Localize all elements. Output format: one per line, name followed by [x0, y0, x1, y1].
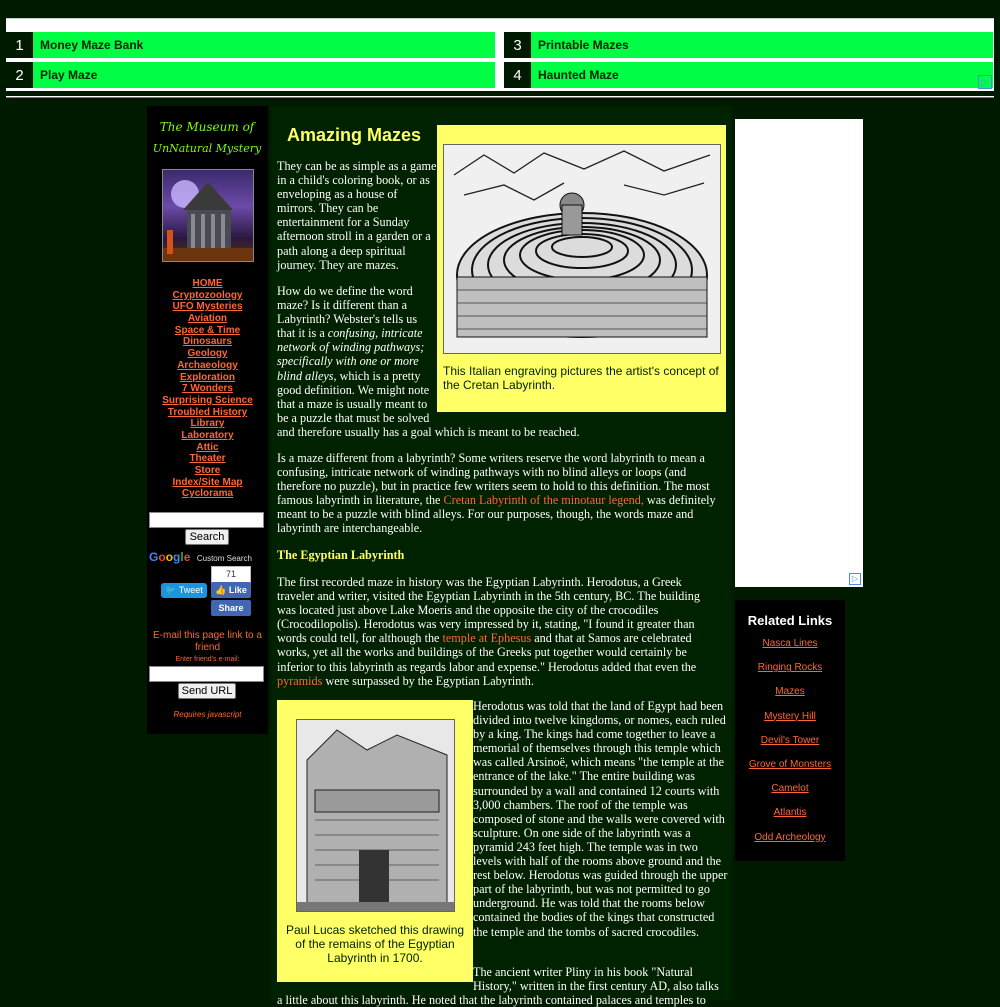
paragraph-definition	[277, 284, 727, 439]
twitter-bird-icon: 🐦	[165, 585, 177, 595]
ad-link-money-maze-bank[interactable]	[6, 32, 495, 58]
museum-logo[interactable]	[152, 112, 262, 160]
logo-line-2: UnNatural Mystery	[152, 142, 262, 155]
paragraph-maze-vs-labyrinth	[277, 451, 727, 536]
nav-link-index-site-map[interactable]: Index/Site Map	[172, 476, 243, 488]
ad-link-haunted-maze[interactable]	[504, 62, 993, 88]
nav-link-home[interactable]: HOME	[192, 278, 223, 289]
ad-number: 4	[504, 62, 531, 88]
site-nav	[147, 278, 268, 500]
related-link-camelot[interactable]: Camelot	[771, 783, 809, 795]
page-title: Amazing Mazes	[287, 125, 422, 145]
section-heading-egyptian-labyrinth: The Egyptian Labyrinth	[277, 548, 405, 562]
related-link-grove-of-monsters[interactable]: Grove of Monsters	[748, 758, 832, 770]
related-links-box	[735, 600, 845, 861]
ad-link-label: Haunted Maze	[538, 68, 619, 82]
text-span: The first recorded maze in history was the Egyptian Labyrinth. Herodotus, a Greek traveler and writer, visited the Egyptian Labyrinth in the 5th century, BC. The building was located just above Lake Moeris and the opposite the city of the crocodiles (Crocodilopolis). Herodotus was very impressed by it, stating, "I found it greater than words could tell, for although the	[277, 575, 700, 646]
nav-link-attic[interactable]: Attic	[196, 441, 219, 453]
horizontal-rule	[6, 96, 994, 98]
egyptian-labyrinth-drawing-image	[296, 719, 455, 912]
ad-number: 1	[6, 32, 33, 58]
nav-link-space-time[interactable]: Space & Time	[174, 324, 241, 336]
requires-javascript-note: Requires javascript	[173, 710, 242, 719]
figure-egyptian-labyrinth	[277, 700, 473, 982]
nav-link-dinosaurs[interactable]: Dinosaurs	[183, 336, 232, 348]
text-span: were surpassed by the Egyptian Labyrinth.	[322, 673, 534, 688]
ad-number: 3	[504, 32, 531, 58]
pyramids-link[interactable]: pyramids	[277, 673, 323, 688]
logo-line-1: The Museum of	[159, 120, 255, 134]
nav-link-7-wonders[interactable]: 7 Wonders	[182, 383, 233, 395]
article	[271, 106, 732, 1007]
paragraph-herodotus	[277, 575, 717, 688]
paragraph-pliny-continued: a little about this labyrinth. He noted that the labyrinth contained palaces and temples to	[277, 993, 706, 1007]
nav-link-ufo-mysteries[interactable]: UFO Mysteries	[172, 301, 243, 313]
nav-link-archaeology[interactable]: Archaeology	[177, 359, 238, 371]
nav-link-geology[interactable]: Geology	[187, 348, 228, 360]
nav-link-aviation[interactable]: Aviation	[187, 313, 228, 325]
ad-link-printable-mazes[interactable]	[504, 32, 993, 58]
webster-quote: confusing, intricate network of winding pathways; specifically with one or more blind alleys	[277, 326, 425, 383]
related-link-nasca-lines[interactable]: Nasca Lines	[762, 638, 818, 649]
paragraph-intro: They can be as simple as a game in a child's coloring book, or as enveloping as a house of mirrors. They can be entertainment for a Sunday afternoon stroll in a garden or a path along a deep spiritual journey. They are mazes.	[277, 159, 437, 272]
ad-choices-icon[interactable]: ▷	[978, 75, 992, 89]
ad-link-label: Money Maze Bank	[40, 38, 144, 52]
google-logo: Google	[149, 550, 191, 564]
friend-email-input[interactable]	[149, 666, 264, 682]
facebook-like-count: 71	[211, 566, 251, 583]
ad-banner	[6, 18, 994, 91]
related-link-mazes[interactable]: Mazes	[775, 686, 805, 698]
nav-link-laboratory[interactable]: Laboratory	[181, 429, 234, 441]
ad-choices-icon[interactable]: ▷	[849, 573, 861, 585]
google-custom-search-label	[149, 548, 267, 562]
nav-link-exploration[interactable]: Exploration	[179, 371, 235, 383]
nav-link-troubled-history[interactable]: Troubled History	[167, 406, 248, 418]
text-span: was definitely meant to be a puzzle with blind alleys. For our purposes, though, the words maze and labyrinth are interchangeable.	[277, 493, 716, 536]
nav-link-cryptozoology[interactable]: Cryptozoology	[172, 289, 243, 301]
search-input[interactable]	[149, 512, 264, 528]
sidebar	[147, 106, 268, 734]
temple-at-ephesus-link[interactable]: temple at Ephesus	[442, 631, 532, 646]
museum-building-image[interactable]	[162, 169, 254, 262]
send-url-button[interactable]: Send URL	[178, 683, 236, 699]
nav-link-library[interactable]: Library	[190, 418, 225, 430]
related-link-mystery-hill[interactable]: Mystery Hill	[764, 710, 816, 722]
cretan-labyrinth-link[interactable]: Cretan Labyrinth of the minotaur legend,	[443, 493, 644, 508]
facebook-like-label: Like	[228, 585, 247, 595]
sidebar-advertisement[interactable]	[735, 119, 863, 587]
tweet-label: Tweet	[178, 585, 203, 595]
ad-link-label: Play Maze	[40, 68, 98, 82]
ad-link-label: Printable Mazes	[538, 38, 629, 52]
text-span: and that at Samos are celebrated works, yet all the works and buildings of the Greeks put together would certainly be inferior to this labyrinth as regards labor and expense." Herodotus added that even the	[277, 631, 697, 674]
related-links-list	[735, 638, 845, 856]
related-link-devils-tower[interactable]: Devil's Tower	[760, 734, 820, 746]
nav-link-theater[interactable]: Theater	[189, 453, 226, 465]
custom-search-text: Custom Search	[196, 554, 252, 563]
ad-number: 2	[6, 62, 33, 88]
related-link-odd-archeology[interactable]: Odd Archeology	[754, 831, 826, 843]
email-page-label: E-mail this page link to a friend	[153, 630, 262, 653]
paragraph-pliny: The ancient writer Pliny in his book "Natural History," written in the first century AD, also talks	[473, 965, 719, 994]
paragraph-twelve-kingdoms: Herodotus was told that the land of Egypt had been divided into twelve kingdoms, or nomes, each ruled by a king. The kings had come together to leave a memorial of themselves through this temple which was called Arsinoë, which means "the temple at the entrance of the lake." The entire building was surrounded by a wall and contained 12 courts with 3,000 chambers. The roof of the temple was composed of stone and the walls were covered with sculpture. On one side of the labyrinth was a pyramid 243 feet high. The temple was in two levels with half of the rooms above ground and the rest below. Herodotus was guided through the upper part of the labyrinth, but was not permitted to go underground. He was told that the rooms below contained the bodies of the kings that constructed the temple and the tombs of sacred crocodiles.	[473, 699, 728, 939]
text-span: , which is a pretty good definition. We might note that a maze is usually meant to be a puzzle that must be solved	[277, 368, 430, 425]
figure-caption: Paul Lucas sketched this drawing of the remains of the Egyptian Labyrinth in 1700.	[285, 923, 465, 965]
tweet-button[interactable]	[161, 583, 207, 598]
nav-link-store[interactable]: Store	[194, 465, 221, 476]
related-link-atlantis[interactable]: Atlantis	[773, 807, 807, 819]
related-links-title: Related Links	[747, 613, 833, 628]
search-button[interactable]: Search	[185, 529, 229, 545]
thumbs-up-icon: 👍	[215, 585, 227, 595]
friend-email-label: Enter friend's e-mail:	[175, 656, 240, 663]
facebook-share-button[interactable]: Share	[211, 600, 251, 616]
text-span: and therefore usually has a goal which is meant to be reached.	[277, 424, 580, 439]
text-span: Is a maze different from a labyrinth? Some writers reserve the word labyrinth to mean a confusing, intricate network of winding pathways with no blind alleys or loops (and therefore no puzzle), but in practice few writers seem to hold to this definition. The most famous labyrinth in literature, the	[277, 451, 710, 508]
nav-link-cyclorama[interactable]: Cyclorama	[181, 488, 234, 500]
text-span: How do we define the word maze? Is it different than a Labyrinth? Webster's tells us that it is a	[277, 284, 418, 341]
figure-caption: This Italian engraving pictures the artist's concept of the Cretan Labyrinth.	[443, 364, 719, 392]
nav-link-surprising-science[interactable]: Surprising Science	[162, 394, 253, 406]
related-link-ringing-rocks[interactable]: Ringing Rocks	[757, 662, 823, 674]
facebook-like-button[interactable]	[211, 582, 251, 598]
ad-link-play-maze[interactable]	[6, 62, 495, 88]
